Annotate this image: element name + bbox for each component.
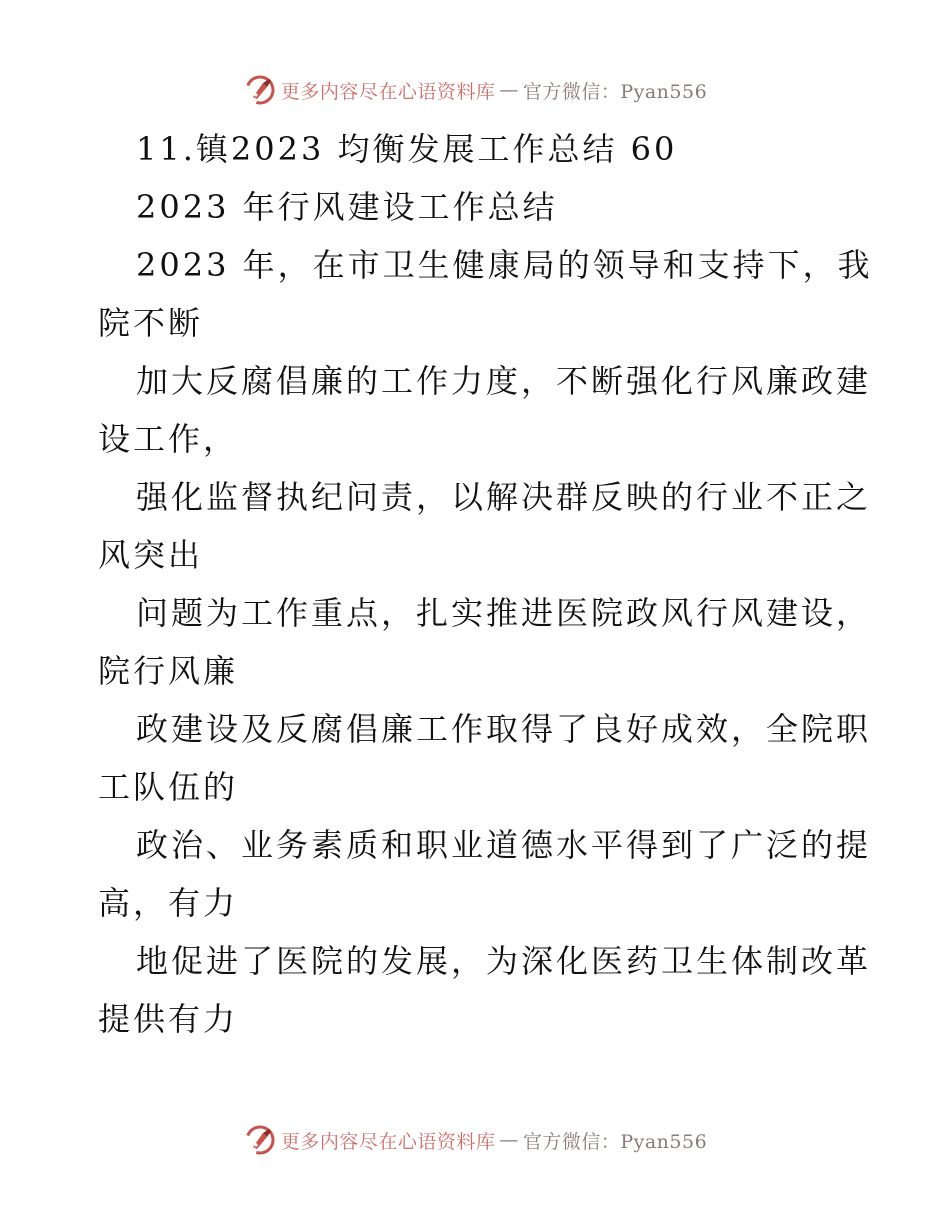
watermark-brand: 更多内容尽在心语资料库 (280, 1130, 496, 1153)
watermark-brand: 更多内容尽在心语资料库 (280, 80, 496, 103)
footer-watermark (0, 1120, 950, 1160)
paragraph-5 (98, 700, 872, 816)
paragraph-line: 强化监督执纪问责，以解决群反映的行业不正之 (136, 478, 872, 516)
document-body (98, 120, 873, 1048)
paragraph-4 (98, 584, 872, 700)
paragraph-line: 院不断 (98, 304, 204, 342)
watermark-contact: 官方微信：Pyan556 (522, 80, 708, 103)
watermark-dash: — (499, 1129, 519, 1151)
paragraph-line: 风突出 (98, 536, 204, 574)
paragraph-7 (98, 932, 872, 1048)
pen-nib-logo-icon (243, 73, 277, 107)
paragraph-line: 院行风廉 (98, 652, 239, 690)
paragraph-line: 设工作， (98, 420, 239, 458)
watermark-dash: — (499, 79, 519, 101)
paragraph-line: 工队伍的 (98, 768, 239, 806)
paragraph-line: 高，有力 (98, 884, 239, 922)
paragraph-6 (98, 816, 872, 932)
paragraph-line: 提供有力 (98, 1000, 239, 1038)
paragraph-line: 政建设及反腐倡廉工作取得了良好成效，全院职 (136, 710, 872, 748)
paragraph-line: 2023 年，在市卫生健康局的领导和支持下，我 (136, 246, 873, 284)
paragraph-line: 加大反腐倡廉的工作力度，不断强化行风廉政建 (136, 362, 872, 400)
paragraph-1 (98, 236, 873, 352)
document-title: 2023 年行风建设工作总结 (136, 188, 558, 226)
watermark-contact: 官方微信：Pyan556 (522, 1130, 708, 1153)
toc-entry: 11.镇2023 均衡发展工作总结 60 (136, 130, 678, 168)
pen-nib-logo-icon (243, 1123, 277, 1157)
header-watermark (0, 70, 950, 110)
paragraph-line: 地促进了医院的发展，为深化医药卫生体制改革 (136, 942, 872, 980)
paragraph-2 (98, 352, 872, 468)
paragraph-line: 政治、业务素质和职业道德水平得到了广泛的提 (136, 826, 872, 864)
paragraph-line: 问题为工作重点，扎实推进医院政风行风建设， (136, 594, 872, 632)
paragraph-3 (98, 468, 872, 584)
